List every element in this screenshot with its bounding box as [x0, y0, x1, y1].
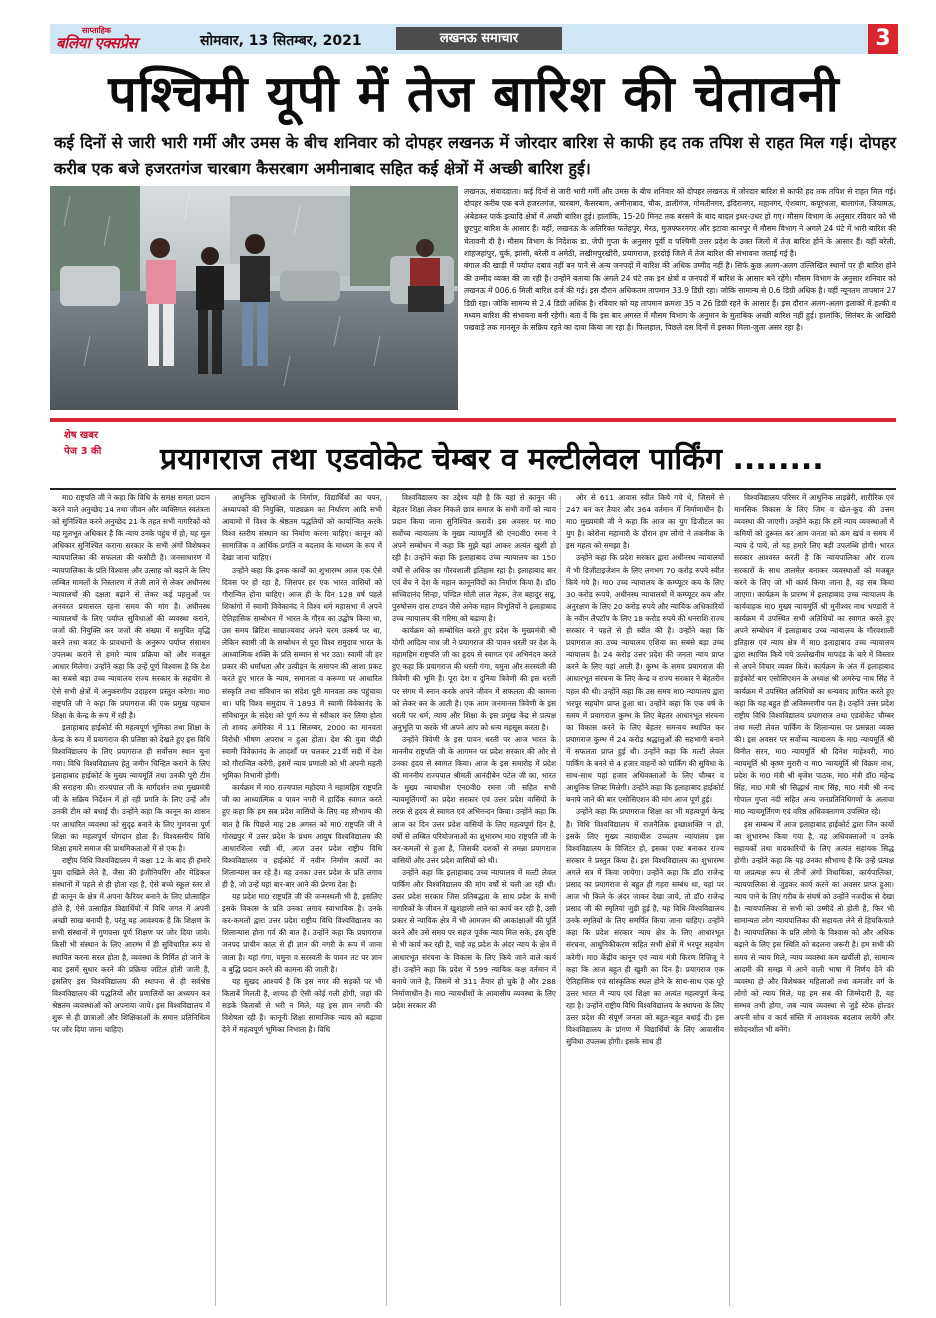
lead-headline: पश्चिमी यूपी में तेज बारिश की चेतावनी [108, 65, 840, 123]
second-headline: प्रयागराज तथा एडवोकेट चेम्बर व मल्टीलेवल पार्किंग ........ [160, 442, 824, 477]
article-paragraph: यह प्रदेश मा0 राष्ट्रपति जी की जन्मस्थली भी है, इसलिए इसके विकास के प्रति उनका लगाव स्वाभाविक है। उनके कर-कमलों द्वारा उत्तर प्रदेश राष्ट्रीय विधि विश्वविद्यालय का शिलान्यास होना गर्व की बात है। उन्होंने कहा कि प्रयागराज जनपद प्राचीन काल से ही ज्ञान की नगरी के रूप में जाना जाता है। यहां गंगा, यमुना व सरस्वती के पावन तट पर ज्ञान व बुद्धि प्रदान करने की कामना की जाती है। [222, 892, 382, 974]
brand-name: बलिया एक्सप्रेस [56, 34, 138, 52]
article-paragraph: कार्यक्रम को सम्बोधित करते हुए प्रदेश के मुख्यमंत्री श्री योगी आदित्य नाथ जी ने प्रयागराज की पावन धरती पर देश के महामहिम राष्ट्रपति जी का हृदय से स्वागत एवं अभिनंदन करते हुए कहा कि प्रयागराज की धरती गंगा, यमुना और सरस्वती की त्रिवेणी की भूमि है। पूरा देश व दुनिया त्रिवेणी की इस धरती पर संगम में स्नान करके अपने जीवन में सफलता की कामना को लेकर कर के आती है। एक आम जनमानस त्रिवेणी के इस धरती पर धर्म, न्याय और शिक्षा के इस प्रमुख केंद्र से प्रत्यक्ष अनुभूति पा करके भी अपने आप को धन्य महसूस करता है। [392, 626, 556, 732]
lead-story-paragraph: बंगाल की खाड़ी में पर्याप्त दबाव नहीं बन पाने से अन्य जनपदों में बारिश की अधिक उम्मीद नहीं है। सिर्फ कुछ अलग-अलग उल्लिखित स्थानों पर ही बारिश होने की उम्मीद व्यक्त की जा रही है। उन्होंने बताया कि अगले 24 घंटे तक इन क्षेत्रों व जनपदों में बारिश के आसार बने रहेंगे। मौसम विभाग के अनुसार शनिवार को लखनऊ में 006.6 मिली बारिश दर्ज की गई। इस दौरान अधिकतम तापमान 33.9 डिग्री रहा। जोकि सामान्य से 0.6 डिग्री अधिक है। वहीं न्यूनतम तापमान 27 डिग्री रहा। जोकि सामन्य से 2.4 डिग्री अधिक है। रविवार को यह तापमान क्रमशः 35 व 26 डिग्री रहने के आसार हैं। इस दौरान अलग-अलग इलाकों में हल्की व मध्यम बारिश की संभावना बनी रहेगी। बता दें कि इस बार अगस्त में मौसम विभाग के अनुमान के मुताबिक अच्छी बारिश नहीं हुई। हालांकि, सितंबर के आखिरी पखवाड़े तक मानसून के सक्रिय रहने का दावा किया जा रहा है। फिलहाल, पिछले दस दिनों में इसका मिला-जुला असर रहा है। [464, 261, 896, 333]
headline-underline [50, 488, 896, 490]
article-paragraph: उन्होंने कहा कि प्रदेश सरकार द्वारा अधीनस्थ न्यायालयों में भी डिजीटाइजेशन के लिए लगभग 70 करोड़ रुपये स्वीत किये गये है। मा0 उच्च न्यायालय के कम्प्यूटर कय के लिए 30 करोड़ रूपये, अधीनस्थ न्यायालयों में कम्प्यूटर कय और अनुरक्षण के लिए 20 करोड़ रुपये और न्यायिक अधिकारियों के नवीन लैपटॉप के लिए 18 करोड़ रुपये की धनराशि राज्य सरकार ने पहले से ही स्वीत की है। उन्होंने कहा कि प्रयागराज का उच्च न्यायालय एशिया का सबसे बड़ा उच्च न्यायालय है। 24 करोड़ उत्तर प्रदेश की जनता न्याय प्राप्त करने के लिए यहां आती है। कुम्भ के समय प्रयागराज की आधारभूत संरचना के लिए केन्द्र व राज्य सरकार ने बेहतरीन पहल की थी। उन्होंने कहा कि उस समय मा0 न्यायालय द्वारा भरपूर सहयोग प्राप्त हुआ था। उन्होंने कहा कि एक वर्ष के समय में प्रयागराज कुम्भ के लिए बेहतर आधारभूत संरचना का विकास करने के लिए बेहतर समन्वय स्थापित कर प्रयागराज कुम्भ में 24 करोड़ श्रद्धालुओं की सहभागी बनाने में सफलता प्राप्त हुई थी। उन्होंने कहा कि मल्टी लेवल पार्किंग के बनने से 4 हजार वाहनों को पार्किंग की सुविधा के साथ-साथ यहां हजार अधिवक्ताओं के लिए चौम्बर व आधुनिक लिफ्ट मिलेगी। उन्होंने कहा कि इलाहाबाद हाईकोर्ट बनाये जाने की बार एसोसिएशन की मांग आज पूर्ण हुई। [566, 553, 724, 805]
column-divider [386, 496, 387, 1306]
section-divider [50, 418, 896, 422]
article-paragraph: यह सुखद आश्चर्य है कि इस नगर की सड़कों पर भी किताबें मिलती है, शायद ही ऐसी कोई गली होगी, जहां की सड़कें किताबों से भरी न मिले, यह इस ज्ञान नगरी की विशेषता रही है। कानूनी शिक्षा सामाजिक न्याय को बढ़ावा देने में महत्वपूर्ण भूमिका निभाता है। विधि [222, 976, 382, 1035]
article-paragraph: मा0 राष्ट्रपति जी ने कहा कि विधि के समक्ष समता प्रदान करने वाले अनुच्छेद 14 तथा जीवन और व्यक्तिगत स्वतंत्रता को सुनिश्चित करने अनुच्छेद 21 के तहत सभी नागरिकों को यह मूलभूत अधिकार है कि न्याय उनके पहुंच में हो, यह मूल अधिकार सुनिश्चित कराना सरकार के सभी अंगों विशेषकर न्यायपालिका की सफलता की कसौटी है। जनसाधारण में न्यायपालिका के प्रति विश्वास और उत्साह को बढ़ाने के लिए लम्बित मामलों के निस्तारण में तेजी लाने से लेकर अधीनस्थ न्यायालयों की दक्षता बढ़ाने से लेकर कई पहलुओं पर अनवरत प्रयासरत रहना समय की मांग है। अधीनस्थ न्यायालयों के लिए पर्याप्त सुविधाओं की व्यवस्था कराने, जजों की नियुक्ति कर जजों की संख्या में समुचित वृद्धि करने तथा बजट के प्रावधानों के अनुरूप पर्याप्त संसाधन उपलब्ध कराने से हमारे न्याय प्रक्रिया को और मजबूत आधार मिलेगा। उन्होंने कहा कि उन्हें पूर्ण विश्वास है कि देश का सबसे बड़ा उच्च न्यायालय राज्य सरकार के सहयोग से ऐसे सभी क्षेत्रों में अनुकरणीय उदाहरण प्रस्तुत करेगा। मा0 राष्ट्रपति जी ने कहा कि प्रयागराज की एक प्रमुख पहचान शिक्षा के केन्द्र के रूप में रही है। [52, 493, 210, 720]
newspaper-logo [54, 26, 168, 52]
article-paragraph: विश्वविद्यालय परिसर में आधुनिक लाइब्रेरी, शारीरिक एवं मानसिक विकास के लिए जिम व खेल-कूद की उत्तम व्यवस्था की जाएगी। उन्होंने कहा कि हमें न्याय व्यवस्थाओं में कमियों को दुरूस्त कर आम जनता को कम खर्च व समय में न्याय दे पाये, तो यह हमारे लिए बड़ी उपलब्धि होगी। भारत सरकार आश्वस्त करती है कि न्यायपालिका और राज्य सरकारों के साथ तालमेल बनाकर व्यवस्थाओं को मजबूत करने के लिए जो भी कार्य किया जाना है, वह सब किया जाएगा। कार्यक्रम के प्रारम्भ में इलाहाबाद उच्च न्यायालय के कार्यवाहक मा0 मुख्य न्यायमूर्ति श्री मुनीश्वर नाथ भण्डारी ने कार्यक्रम में उपस्थित सभी अतिथियों का स्वागत करते हुए अपने सम्बोधन में इलाहाबाद उच्च न्यायालय के गौरवशाली इतिहास एवं न्याय क्षेत्र में मा0 इलाहाबाद उच्च न्यायालय द्वारा स्थापित किये गये उल्लेखनीय मापदंड के बारे में विस्तार से अपने विचार व्यक्त किये। कार्यक्रम के अंत में इलाहाबाद हाईकोर्ट बार एसोसिएशन के अध्यक्ष श्री अमरेन्द्र नाथ सिंह ने कार्यक्रम में उपस्थित अतिथियों का धन्यवाद ज्ञापित करते हुए कहा कि यह बहुत ही अविस्मरणीय पल है। उन्होंने उत्तर प्रदेश राष्ट्रीय विधि विश्वविद्यालय प्रयागराज तथा एडवोकेट चौम्बर तथा मल्टी लेवल पार्किंग के शिलान्यास पर प्रसन्नता व्यक्त की। इस अवसर पर सर्वोच्च न्यायालय के मा0 न्यायमूर्ति श्री विनीत सरन, मा0 न्यायमूर्ति श्री दिनेश माहेश्वरी, मा0 न्यायमूर्ति श्री कृष्ण मुरारी व मा0 न्यायमूर्ति श्री विक्रम नाथ, प्रदेश के मा0 मंत्री श्री बृजेश पाठक, मा0 मंत्री डॉ0 महेन्द्र सिंह, मा0 मंत्री श्री सिद्धार्थ नाथ सिंह, मा0 मंत्री श्री नन्द गोपाल गुप्ता नंदी सहित अन्य जनप्रतिनिधिगणों के अलावा मा0 न्यायमूर्तिगण एवं वरिष्ठ अधिवक्तागण उपस्थित रहे। [734, 493, 894, 817]
continued-reference [54, 428, 138, 470]
article-paragraph: उन्होंने कहा कि इलाहाबाद उच्च न्यायालय में मल्टी लेवल पार्किंग और विश्वविद्यालय की मांग वर्षों से चली आ रही थी। उत्तर प्रदेश सरकार जिस प्रतिबद्धता के साथ प्रदेश के सभी नागरिकों के जीवन में खुशहाली लाने का कार्य कर रही है, उसी प्रकार से न्यायिक क्षेत्र में भी आमजन की आकांक्षाओं की पूर्ति करने और उसे समय पर सहज पूर्वक न्याय मिल सके, इस दृष्टि से भी कार्य कर रही है, चाहे वह प्रदेश के अंदर न्याय के क्षेत्र में आधारभूत संरचना के विकास के लिए किये जाने वाले कार्य हो। उन्होंने कहा कि प्रदेश में 599 न्यायिक कक्ष वर्तमान में बनाये जाने है, जिसमें से 311 तैयार हो चुके है और 288 निर्माणाधीन है। मा0 न्यायधीशों के आवासीय व्यवस्था के लिए प्रदेश सरकार की [392, 867, 556, 1010]
brand-tagline: साप्ताहिक [82, 26, 112, 35]
article-column-2 [222, 492, 382, 1310]
issue-date: सोमवार, 13 सितम्बर, 2021 [200, 33, 362, 49]
continued-line-2: पेज 3 की [64, 446, 102, 457]
article-column-3 [392, 492, 556, 1310]
lead-story-body [464, 186, 896, 412]
continued-line-1: शेष खबर [64, 430, 99, 441]
page-number: 3 [868, 24, 898, 54]
rain-street-photo [50, 186, 458, 410]
article-column-5 [734, 492, 894, 1310]
article-paragraph: राष्ट्रीय विधि विश्वविद्यालय में कक्षा 12 के बाद ही हमारे युवा दाखिले लेते है, जैसा की इंजीनियरिंग और मेडिकल संस्थानों में पहले से ही होता रहा है, ऐसे बच्चे स्कूल स्तर से ही कानून के क्षेत्र में अपना कैरियर बनाने के लिए प्रोत्साहित होते है, ऐसे उत्साहित विद्यार्थियों में विधि जगत में अपनी अच्छी साख बनायी है, परंतु यह आवश्यक है कि शिक्षण के सभी संस्थानों में गुणवत्ता पूर्ण शिक्षण पर जोर दिया जाये। किसी भी संस्थान के लिए आरम्भ में ही सुविचारित रूप से स्थापित करना सरल होता है, व्यवस्था के निर्मित हो जाने के बाद इसमें सुधार करने की प्रक्रिया जटिल होती जाती है, इसलिए इस विश्वविद्यालय की स्थापना से ही सर्वश्रेष्ठ विश्वविद्यालय की पद्धतियों और प्रणालियों का अध्ययन कर श्रेष्ठतम व्यवस्थाओं को अपनाया जाये। इस विश्वविद्यालय में शुरू से ही छात्राओं और शिक्षिकाओं के समान प्रतिनिधित्व पर जोर दिया जाना चाहिए। [52, 855, 210, 1035]
article-paragraph: उन्होंने कहा कि इनक कार्यों का शुभारम्भ आज एक ऐसे दिवस पर हो रहा है, जिसपर हर एक भारत वासियों को गौरान्वित होना चाहिए। आज ही के दिन 128 वर्ष पहले शिकांगो में स्वामी विवेकानंद ने विश्व धर्म महासभा में अपने ऐतिहासिक सम्बोधन में भारत के गौरव का उद्घोष किया था, उस समय ब्रिटिश साम्राज्यवाद अपने चरम उत्कर्ष पर था, लेकिन स्वामी जी के सम्बोधन से पूरा विश्व समुदाय भारत के आध्यात्मिक शक्ति के प्रति सम्मान से भर उठा। स्वामी जी हर प्रकार की धर्मांधता और उत्पीड़न के समापन की आशा प्रकट करते हुए भारत के न्याय, समानता व करूणा पर आधारित संस्कृति तथा संविधान का संदेश पूरी मानवता तक पहुंचाया था। यदि विश्व समुदाय ने 1893 में स्वामी विवेकानंद के संविधानूत के संदेश को पूर्ण रूप से स्वीकार कर लिया होता तो शायद अमेरिका में 11 सितम्बर, 2000 का मानवता विरोधी भीषण अपराध न हुआ होता। देश की युवा पीढ़ी स्वामी विवेकानंद के आदर्शों पर चलकर 21वीं सदी में देश को गौरान्वित करेंगी, इसमें न्याय प्रणाली को भी अपनी महती भूमिका निभानी होगी। [222, 565, 382, 781]
article-column-4 [566, 492, 724, 1310]
article-paragraph: ओर से 611 आवास स्वीत किये गये थे, जिसमें से 247 बन कर तैयार और 364 वर्तमान में निर्माणाधीन है। मा0 मुख्यमंत्री जी ने कहा कि आज का युग डिजीटल का युग है। कोरोना महामारी के दौरान हम लोगो ने तकनीक के इस महत्व को समझा है। [566, 493, 724, 551]
article-paragraph: उन्होंने कहा कि प्रयागराज शिक्षा का भी महत्वपूर्ण केन्द्र है। विधि विश्वविद्यालय में राजनैतिक इच्छाशक्ति न हो, इसके लिए मुख्य न्यायाधीश उच्चतम न्यायालय इस विश्वविद्यालय के विजिटर हो, इसका एक्ट बनाकर राज्य सरकार ने प्रस्तुत किया है। इस विश्वविद्यालय का शुभारम्भ अगले सत्र में किया जायेगा। उन्होंने कहा कि डॉ0 राजेन्द्र प्रसाद का प्रयागराज से बहुत ही गहरा सम्बंध था, यहां पर आज भी किले के अंदर जाकर देखा जाये, तो डॉ0 राजेन्द्र प्रसाद जी की स्मृतियां जुड़ी हुई है, यह विधि विश्वविद्यालय उनके स्मृतियों के लिए समर्पित किया जाना चाहिए। उन्होंने कहा कि प्रदेश सरकार न्याय क्षेत्र के लिए आधारभूत संरचना, आधुनिकीकरण सहित सभी क्षेत्रों में भरपूर सहयोग करेगी। मा0 केंद्रीय कानून एवं न्याय मंत्री किरण रिजिजू ने कहा कि आज बहुत ही खुशी का दिन है। प्रयागराज एक ऐतिहासिक एवं सांस्कृतिक स्थल होने के साथ-साथ एक पूरे उत्तर भारत में न्याय एवं शिक्षा का अत्यंत महत्वपूर्ण केन्द्र रहा है। उन्होंने राष्ट्रीय विधि विश्वविद्यालय के स्थापना के लिए उत्तर प्रदेश की संपूर्ण जनता को बहुत-बहुत बधाई दी। इस विश्वविद्यालय के प्रांगण में विद्यार्थियों के लिए आवासीय सुविधा उपलब्ध होगी। इसके साथ ही [566, 807, 724, 1047]
lead-story-paragraph: लखनऊ, संवाददाता। कई दिनों से जारी भारी गर्मी और उमस के बीच शनिवार को दोपहर लखनऊ में जोरदार बारिश से काफी हद तक तपिश से राहत मिल गई। दोपहर करीब एक बजे हजरतगंज, चारबाग, कैसरबाग, अमीनाबाद, चौक, डालीगंज, गोमतीनगर, इंदिरानगर, महानगर, ऐशबाग, कपूरथला, बालागंज, जियामऊ, अंबेडकर पार्क इत्यादि क्षेत्रों में अच्छी बारिश हुई। हालांकि, 15-20 मिनट तक बरसने के बाद बादल इधर-उधर हो गए। मौसम विभाग के अनुसार रविवार को भी छुटपुट बारिश के आसार हैं। वहीं, लखनऊ के अतिरिक्त फतेहपुर, मेरठ, मुजफ्फरनगर और इटावा कानपुर में मौसम विभाग ने अगले 24 घंटे में भारी बारिश की चेतावनी दी है। मौसम विभाग के निदेशक डा. जेपी गुप्ता के अनुसार पूर्वी व पश्चिमी उत्तर प्रदेश के उक्त जिलों में तेज बारिश होने के आसार हैं। वहीं बरेली, शाहजहांपुर, चुर्क, झांसी, बरेली व अमेठी, लखीमपुरखीरी, प्रयागराज, हरदोई जिले में तेज बारिश की संभावना जताई गई है। [464, 187, 896, 259]
article-paragraph: विश्वविद्यालय का उद्देश्य यही है कि यहां से कानून की बेहतर शिक्षा लेकर निकले छात्र समाज के सभी वर्गों को न्याय प्रदान किया जाना सुनिश्चित करायें। इस अवसर पर मा0 सर्वोच्च न्यायालय के मुख्य न्यायमूर्ति श्री एन0वी0 रमना ने अपने सम्बोधन में कहा कि मुझे यहां आकर अत्यंत खुशी हो रही है। उन्होंने कहा कि इलाहाबाद उच्च न्यायालय का 150 वर्षों से अधिक का गौरवशाली इतिहास रहा है। इलाहाबाद बार एवं बेंच ने देश के महान कानूनविदों का निर्माण किया है। डॉ0 सच्चिदानंद सिन्हा, पण्डित मोती लाल नेहरू, तेज बहादुर सप्रू, पुरुषोत्तम दास टण्डन जैसे अनेक महान विभूतियों ने इलाहाबाद उच्च न्यायालय की गरिमा को बढ़ाया है। [392, 493, 556, 623]
article-paragraph: कार्यक्रम में मा0 राज्यपाल महोदया ने महामहिम राष्ट्रपति जी का आध्यात्मिक व पावन नगरी में हार्दिक स्वागत करते हुए कहा कि हम सब प्रदेश वासियों के लिए यह सौभाग्य की बात है कि पिछले माह 28 अगस्त को मा0 राष्ट्रपति जी ने गोरखपुर में उत्तर प्रदेश के प्रथम आयुष विश्वविद्यालय की आधारशिला रखी थी, आज उत्तर प्रदेश राष्ट्रीय विधि विश्वविद्यालय व हाईकोर्ट में नवीन निर्माण कार्यों का शिलान्यास कर रहे है। यह उनका उत्तर प्रदेश के प्रति लगाव ही है, जो उन्हें यहां बार-बार आने की प्रेरणा देता है। [222, 783, 382, 889]
article-column-1 [52, 492, 210, 1310]
article-paragraph: इस सम्बन्ध में आज इलाहाबाद हाईकोर्ट द्वारा जिन कार्यो का शुभारम्भ किया गया है, वह अधिवक्ताओं व उनके सहायकों तथा वादकारियों के लिए अत्यंत सहायक सिद्ध होगी। उन्होंने कहा कि यह उनका सौभाग्य है कि उन्हें प्रत्यक्ष या अप्रत्यक्ष रूप से तीनों अंगों विधायिका, कार्यपालिका, न्यायपालिका से जुड़कर कार्य करने का अवसर प्राप्त हुआ। न्याय पाने के लिए गरीब के संघर्ष को उन्होंने नजदीक से देखा है। न्यायपालिका से सभी को उम्मीदें तो होती है, फिर भी सामान्यतः लोग न्यायपालिका की सहायता लेने से हिचकिचाते है। न्यायपालिका के प्रति लोगो के विश्वास को और अधिक बढ़ाने के लिए इस स्थिति को बदलना जरूरी है। हम सभी की समय से न्याय मिले, न्याय व्यवस्था कम खर्चीली हो, सामान्य आदमी की समझ में आने वाली भाषा में निर्णय देने की व्यवस्था हो और विशेषकर महिलाओं तथा कमजोर वर्ग के लोगो को न्याय मिले, यह हम सब की जिम्मेदारी है, यह सम्भव तभी होगा, जब न्याय व्यवस्था से जुड़े स्टेक होल्डर अपनी सोच व कार्य संस्ति में आवश्यक बदलाव लायेंगे और संवेदनशील भी बनेंगे। [734, 819, 894, 1035]
article-paragraph: इलाहाबाद हाईकोर्ट की महत्वपूर्ण भूमिका तथा शिक्षा के केन्द्र के रूप में प्रयागराज की प्रतिष्ठा को देखते हुए इस विधि विश्वविद्यालय के लिए प्रयागराज ही सर्वोत्तम स्थान चुना गया। विधि विश्वविद्यालय हेतु जमीन चिन्हित कराने के लिए इलाहाबाद हाईकोर्ट के मुख्य न्यायमूर्ति तथा उनकी पूरी टीम की सराहना की। राज्यपाल जी के मार्गदर्शन तथा मुख्यमंत्री जी के सक्रिय निर्देशन में हो रही प्रगति के लिए उन्हें और उनकी टीम को बधाई दी। उन्होंने कहा कि कानून का शासन पर आधारित व्यवस्था को सुदृढ़ बनाने के लिए गुणवत्ता पूर्ण शिक्षा का महत्वपूर्ण योगदान होता है। विश्वस्तरीय विधि शिक्षा हमारे समाज की प्राथमिकताओं में से एक है। [52, 722, 210, 853]
column-divider [729, 496, 730, 1306]
article-paragraph: उन्होंने त्रिवेणी के इस पावन धरती पर आज भारत के माननीय राष्ट्रपति जी के आगमन पर प्रदेश सरकार की ओर से उनका हृदय से स्वागत किया। आज के इस समारोह में प्रदेश की माननीय राज्यपाल श्रीमती आनंदीबेन पटेल जी का, भारत के मुख्य न्यायाधीश एन0वी0 रमना जी सहित सभी न्यायमूर्तिगणों का प्रदेश सरकार एवं उत्तर प्रदेश वासियों के तरफ से हृदय से स्वागत एवं अभिनन्दन किया। उन्होंने कहा कि आज का दिन उत्तर प्रदेश वासियों के लिए महत्वपूर्ण दिन है, वर्षों से लम्बित परियोजनाओं का शुभारम्भ मा0 राष्ट्रपति जी के कर-कमलों से हुआ है, जिसकी दशकों से तमन्ना प्रयागराज वासियों और उत्तर प्रदेश वासियों को थी। [392, 734, 556, 865]
article-paragraph: आधुनिक सुविधाओं के निर्माण, विद्यार्थियों का चयन, अध्यापकों की नियुक्ति, पाठ्यक्रम का निर्धारण आदि सभी आयामों में विश्व के श्रेष्ठतम पद्धतियों को कार्यान्वित करके विश्व स्तरीय संस्थान का निर्माण करना चाहिए। कानून को सामाजिक व आर्थिक प्रगति व बदलाव के माध्यम के रूप में देखा जाना चाहिए। [222, 493, 382, 563]
section-label: लखनऊ समाचार [396, 27, 562, 50]
column-divider [215, 496, 216, 1306]
column-divider [560, 496, 561, 1306]
lead-subheadline: कई दिनों से जारी भारी गर्मी और उमस के बीच शनिवार को दोपहर लखनऊ में जोरदार बारिश से काफी हद तक तपिश से राहत मिल गई। दोपहर करीब एक बजे हजरतगंज चारबाग कैसरबाग अमीनाबाद सहित कई क्षेत्रों में अच्छी बारिश हुई। [54, 133, 896, 178]
